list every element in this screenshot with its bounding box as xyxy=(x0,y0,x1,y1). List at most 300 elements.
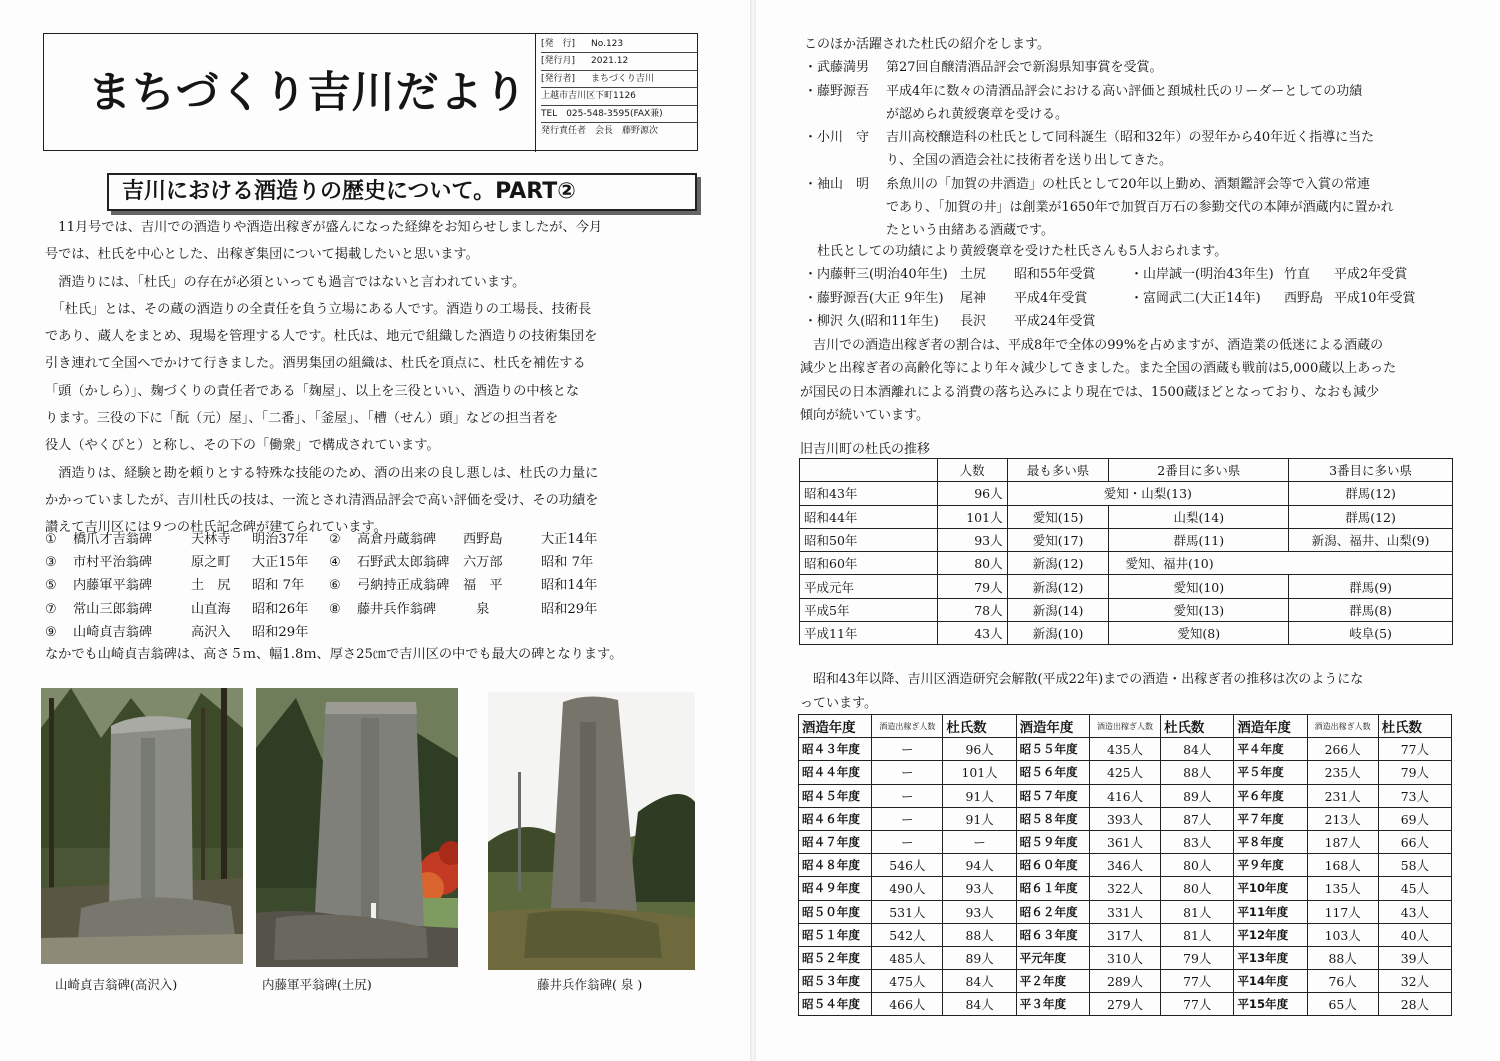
body-line: 酒造りは、経験と勘を頼りとする特殊な技能のため、酒の出来の良し悪しは、杜氏の力量に xyxy=(45,465,599,481)
count-cell: 78人 xyxy=(937,598,1007,621)
stele-place: 高沢入 xyxy=(191,624,231,640)
body-line: であり、蔵人をまとめ、現場を管理する人です。杜氏は、地元で組織した酒造りの技術集団を xyxy=(45,329,598,345)
article-title: 吉川における酒造りの歴史について。PART② xyxy=(107,173,697,211)
worker-count-cell: 310人 xyxy=(1089,946,1160,969)
table-row xyxy=(800,575,1453,598)
column-header: 酒造年度 xyxy=(799,715,872,738)
award-place: 長沢 xyxy=(960,313,987,329)
award-intro: 杜氏としての功績により黄綬褒章を受けた杜氏さんも5人おられます。 xyxy=(804,244,1228,259)
stele-place: 福 平 xyxy=(463,578,503,594)
award-year: 昭和55年受賞 xyxy=(1014,267,1096,283)
body-line: かかっていましたが、吉川杜氏の技は、一流とされ清酒品評会で高い評価を受け、その功績を xyxy=(45,492,599,508)
stele-name: 弓納持正成翁碑 xyxy=(357,578,450,594)
column-header: 3番目に多い県 xyxy=(1289,459,1453,482)
stele-name: 橋爪才吉翁碑 xyxy=(73,532,153,547)
stele-name: 市村平治翁碑 xyxy=(73,555,153,571)
award-list xyxy=(804,240,1464,333)
fiscal-year-cell: 昭５４年度 xyxy=(799,993,872,1016)
pref-cell: 新潟(12) xyxy=(1007,575,1109,598)
pref-cell: 群馬(8) xyxy=(1289,598,1453,621)
worker-count-cell: 88人 xyxy=(1307,946,1378,969)
worker-count-cell: 231人 xyxy=(1307,784,1378,807)
info-value: 発行責任者 会長 藤野源次 xyxy=(541,126,659,137)
stele-number: ② xyxy=(329,532,341,547)
body-last-line: なかでも山崎貞吉翁碑は、高さ５ｍ、幅1.8ｍ、厚さ25㎝で吉川区の中でも最大の碑となります。 xyxy=(45,647,623,662)
year-cell: 昭和50年 xyxy=(800,528,938,551)
award-year: 平成4年受賞 xyxy=(1014,290,1088,306)
pref-cell: 新潟(14) xyxy=(1007,598,1109,621)
body-line: 号では、杜氏を中心とした、出稼ぎ集団について掲載したいと思います。 xyxy=(45,247,479,263)
toji-trend-table xyxy=(799,458,1453,645)
worker-count-cell: 361人 xyxy=(1089,830,1160,853)
person-desc: が認められ黄綬褒章を受ける。 xyxy=(886,106,1069,122)
stele-year: 昭和29年 xyxy=(252,624,309,640)
table-header-row xyxy=(799,715,1452,738)
fiscal-year-cell: 昭６３年度 xyxy=(1016,923,1089,946)
fiscal-year-cell: 昭６２年度 xyxy=(1016,900,1089,923)
toji-count-cell: 91人 xyxy=(943,807,1016,830)
stele-year: 昭和29年 xyxy=(541,601,598,617)
stele-row xyxy=(45,574,695,597)
stele-place: 西野島 xyxy=(463,532,503,547)
toji-count-cell: 77人 xyxy=(1378,738,1451,761)
toji-count-cell: 84人 xyxy=(1161,738,1234,761)
pref-cell: 群馬(12) xyxy=(1289,482,1453,505)
worker-count-cell: 331人 xyxy=(1089,900,1160,923)
stele-name: 山崎貞吉翁碑 xyxy=(73,624,153,640)
stele-number: ④ xyxy=(329,555,341,571)
fiscal-year-cell: 平７年度 xyxy=(1234,807,1307,830)
toji-count-cell: 101人 xyxy=(943,761,1016,784)
person-line xyxy=(804,149,1464,172)
pref-cell: 群馬(11) xyxy=(1109,528,1289,551)
stele-number: ⑨ xyxy=(45,624,57,640)
body-line: 引き連れて全国へでかけて行きました。酒男集団の組織は、杜氏を頂点に、杜氏を補佐する xyxy=(45,356,586,372)
fiscal-year-cell: 平５年度 xyxy=(1234,761,1307,784)
worker-count-cell: 546人 xyxy=(872,854,943,877)
stele-year: 昭和 7年 xyxy=(541,555,594,571)
toji-count-cell: 93人 xyxy=(943,900,1016,923)
fiscal-year-cell: 昭５６年度 xyxy=(1016,761,1089,784)
year-cell: 平成11年 xyxy=(800,622,938,645)
worker-count-cell: 135人 xyxy=(1307,877,1378,900)
worker-count-cell: ー xyxy=(872,784,943,807)
stele-year: 明治37年 xyxy=(252,532,309,547)
person-line xyxy=(804,80,1464,103)
table-row xyxy=(799,946,1452,969)
award-place: 尾神 xyxy=(960,290,987,306)
merged-cell: 愛知、福井(10) xyxy=(1109,552,1453,575)
stele-name: 内藤軍平翁碑 xyxy=(73,578,153,594)
brewer-intro-section xyxy=(804,33,1464,243)
stele-number: ① xyxy=(45,532,57,547)
publication-info xyxy=(538,36,698,139)
award-row xyxy=(804,263,1464,286)
column-header: 杜氏数 xyxy=(1378,715,1451,738)
table-row xyxy=(799,993,1452,1016)
worker-count-cell: 485人 xyxy=(872,946,943,969)
worker-count-cell: 416人 xyxy=(1089,784,1160,807)
worker-count-cell: 65人 xyxy=(1307,993,1378,1016)
year-cell: 昭和44年 xyxy=(800,505,938,528)
column-header: 杜氏数 xyxy=(943,715,1016,738)
table-row xyxy=(799,738,1452,761)
worker-count-cell: 466人 xyxy=(872,993,943,1016)
fiscal-year-cell: 昭５０年度 xyxy=(799,900,872,923)
worker-count-cell: 490人 xyxy=(872,877,943,900)
pref-cell: 群馬(12) xyxy=(1289,505,1453,528)
column-header: 酒造出稼ぎ人数 xyxy=(1089,715,1160,738)
worker-trend-table xyxy=(798,714,1452,1016)
intro-line: っています。 xyxy=(800,696,877,711)
toji-count-cell: 43人 xyxy=(1378,900,1451,923)
table-row xyxy=(800,528,1453,551)
worker-count-cell: 187人 xyxy=(1307,830,1378,853)
table-row xyxy=(800,622,1453,645)
pref-cell: 愛知(10) xyxy=(1109,575,1289,598)
worker-count-cell: 346人 xyxy=(1089,854,1160,877)
body-line: 讃えて吉川区には９つの杜氏記念碑が建てられています。 xyxy=(45,520,387,536)
newsletter-title: まちづくり吉川だより xyxy=(44,34,536,152)
fiscal-year-cell: 平２年度 xyxy=(1016,970,1089,993)
pref-cell: 愛知(8) xyxy=(1109,622,1289,645)
count-cell: 79人 xyxy=(937,575,1007,598)
stele-number: ⑦ xyxy=(45,601,57,617)
person-name: ・武藤満男 xyxy=(804,60,870,76)
table-row xyxy=(799,970,1452,993)
award-place: 竹直 xyxy=(1284,267,1311,283)
worker-count-cell: 103人 xyxy=(1307,923,1378,946)
worker-count-cell: ー xyxy=(872,830,943,853)
info-value: TEL 025-548-3595(FAX兼) xyxy=(541,108,663,119)
body-line: 「杜氏」とは、その蔵の酒造りの全責任を負う立場にある人です。酒造りの工場長、技術長 xyxy=(45,301,592,317)
count-cell: 43人 xyxy=(937,622,1007,645)
stele-photo-yamazaki xyxy=(41,688,243,964)
toji-count-cell: 80人 xyxy=(1161,854,1234,877)
intro-line: 昭和43年以降、吉川区酒造研究会解散(平成22年)までの酒造・出稼ぎ者の推移は次のようにな xyxy=(800,672,1364,687)
stele-name: 藤井兵作翁碑 xyxy=(357,601,437,617)
fiscal-year-cell: 昭５１年度 xyxy=(799,923,872,946)
toji-count-cell: 73人 xyxy=(1378,784,1451,807)
worker-count-cell: 168人 xyxy=(1307,854,1378,877)
worker-count-cell: 266人 xyxy=(1307,738,1378,761)
worker-count-cell: 213人 xyxy=(1307,807,1378,830)
merged-cell: 愛知・山梨(13) xyxy=(1007,482,1289,505)
body-line: 役人（やくびと）と称し、その下の「働衆」で構成されています。 xyxy=(45,438,440,454)
fiscal-year-cell: 昭５８年度 xyxy=(1016,807,1089,830)
count-cell: 80人 xyxy=(937,552,1007,575)
stele-year: 大正15年 xyxy=(252,555,309,571)
pref-cell: 山梨(14) xyxy=(1109,505,1289,528)
info-value: No.123 xyxy=(591,39,624,49)
stele-place: 天林寺 xyxy=(191,532,231,547)
person-desc: 第27回自醸清酒品評会で新潟県知事賞を受賞。 xyxy=(886,60,1163,76)
worker-count-cell: 425人 xyxy=(1089,761,1160,784)
info-key: [発 行] xyxy=(541,39,576,49)
toji-count-cell: 84人 xyxy=(943,993,1016,1016)
toji-count-cell: 81人 xyxy=(1161,900,1234,923)
stele-list xyxy=(45,528,695,644)
column-header: 酒造年度 xyxy=(1016,715,1089,738)
table-row xyxy=(799,784,1452,807)
pref-cell: 愛知(15) xyxy=(1007,505,1109,528)
worker-count-cell: ー xyxy=(872,761,943,784)
toji-count-cell: 88人 xyxy=(1161,761,1234,784)
info-value: 2021.12 xyxy=(591,56,629,67)
pref-cell: 新潟、福井、山梨(9) xyxy=(1289,528,1453,551)
worker-count-cell: 76人 xyxy=(1307,970,1378,993)
worker-count-cell: ー xyxy=(872,738,943,761)
fiscal-year-cell: 平４年度 xyxy=(1234,738,1307,761)
para-line: 減少と出稼ぎ者の高齢化等により年々減少してきました。また全国の酒蔵も戦前は5,000蔵以上あった xyxy=(800,361,1397,377)
award-person: ・藤野源吾(大正 9年生) xyxy=(804,290,944,306)
column-header: 杜氏数 xyxy=(1161,715,1234,738)
person-name: ・小川 守 xyxy=(804,130,870,146)
worker-count-cell: ー xyxy=(872,807,943,830)
stele-year: 昭和14年 xyxy=(541,578,598,594)
fiscal-year-cell: 平８年度 xyxy=(1234,830,1307,853)
fiscal-year-cell: 昭５２年度 xyxy=(799,946,872,969)
para-line: 傾向が続いています。 xyxy=(800,407,929,423)
person-line xyxy=(804,196,1464,219)
stele-row xyxy=(45,598,695,621)
stele-place: 六万部 xyxy=(463,555,503,571)
pref-cell: 群馬(9) xyxy=(1289,575,1453,598)
toji-count-cell: 83人 xyxy=(1161,830,1234,853)
table-row xyxy=(799,923,1452,946)
worker-count-cell: 279人 xyxy=(1089,993,1160,1016)
stele-place: 土 尻 xyxy=(191,578,231,594)
column-header: 酒造出稼ぎ人数 xyxy=(872,715,943,738)
table2-intro xyxy=(800,668,1363,716)
worker-count-cell: 322人 xyxy=(1089,877,1160,900)
award-year: 平成2年受賞 xyxy=(1334,267,1408,283)
stele-photo-fujii xyxy=(488,692,695,970)
toji-count-cell: 84人 xyxy=(943,970,1016,993)
table-row xyxy=(799,761,1452,784)
year-cell: 平成元年 xyxy=(800,575,938,598)
table-row xyxy=(799,830,1452,853)
photo-caption: 藤井兵作翁碑( 泉 ) xyxy=(537,977,643,992)
fiscal-year-cell: 平12年度 xyxy=(1234,923,1307,946)
fiscal-year-cell: 昭４７年度 xyxy=(799,830,872,853)
column-header xyxy=(800,459,938,482)
worker-count-cell: 289人 xyxy=(1089,970,1160,993)
body-line: 「頭（かしら）」、麹づくりの責任者である「麹屋」、以上を三役といい、酒造りの中核とな xyxy=(45,383,580,399)
worker-count-cell: 542人 xyxy=(872,923,943,946)
stele-row xyxy=(45,551,695,574)
award-person: ・内藤軒三(明治40年生) xyxy=(804,267,948,283)
toji-count-cell: 28人 xyxy=(1378,993,1451,1016)
table-row xyxy=(800,505,1453,528)
toji-count-cell: 89人 xyxy=(943,946,1016,969)
person-desc: 平成4年に数々の清酒品評会における高い評価と頚城杜氏のリーダーとしての功績 xyxy=(886,83,1363,99)
fiscal-year-cell: 昭４３年度 xyxy=(799,738,872,761)
person-name: ・藤野源吾 xyxy=(804,83,870,99)
stele-photo-naito xyxy=(256,688,458,967)
photo-caption: 内藤軍平翁碑(土尻) xyxy=(262,977,372,992)
body-line: 酒造りには、「杜氏」の存在が必須といっても過言ではないと言われています。 xyxy=(45,274,526,290)
toji-count-cell: ー xyxy=(943,830,1016,853)
fiscal-year-cell: 平10年度 xyxy=(1234,877,1307,900)
toji-count-cell: 80人 xyxy=(1161,877,1234,900)
toji-count-cell: 87人 xyxy=(1161,807,1234,830)
table1-caption: 旧吉川町の杜氏の推移 xyxy=(800,442,931,457)
person-desc: 糸魚川の「加賀の井酒造」の杜氏として20年以上勤め、酒類鑑評会等で入賞の常連 xyxy=(886,176,1371,192)
intro-line: このほか活躍された杜氏の紹介をします。 xyxy=(804,37,1050,52)
person-line xyxy=(804,56,1464,79)
award-place: 西野島 xyxy=(1284,290,1324,306)
stele-name: 常山三郎翁碑 xyxy=(73,601,153,617)
stele-place: 泉 xyxy=(463,601,490,617)
column-header: 人数 xyxy=(937,459,1007,482)
toji-count-cell: 93人 xyxy=(943,877,1016,900)
person-name: ・袖山 明 xyxy=(804,176,870,192)
stele-year: 大正14年 xyxy=(541,532,598,547)
para-line: が国民の日本酒離れによる消費の落ち込みにより現在では、1500蔵ほどとなっており、なおも減少 xyxy=(800,384,1380,400)
toji-count-cell: 45人 xyxy=(1378,877,1451,900)
toji-count-cell: 96人 xyxy=(943,738,1016,761)
count-cell: 93人 xyxy=(937,528,1007,551)
toji-count-cell: 77人 xyxy=(1161,970,1234,993)
worker-count-cell: 435人 xyxy=(1089,738,1160,761)
table-row xyxy=(799,900,1452,923)
para-line: 吉川での酒造出稼ぎ者の割合は、平成8年で全体の99%を占めますが、酒造業の低迷による酒蔵の xyxy=(800,338,1384,353)
award-place: 土尻 xyxy=(960,267,987,283)
pref-cell: 新潟(12) xyxy=(1007,552,1109,575)
year-cell: 平成5年 xyxy=(800,598,938,621)
fiscal-year-cell: 平９年度 xyxy=(1234,854,1307,877)
toji-count-cell: 94人 xyxy=(943,854,1016,877)
stele-place: 山直海 xyxy=(191,601,231,617)
table-header-row xyxy=(800,459,1453,482)
toji-count-cell: 88人 xyxy=(943,923,1016,946)
table-row xyxy=(799,854,1452,877)
pref-cell: 新潟(10) xyxy=(1007,622,1109,645)
column-header: 2番目に多い県 xyxy=(1109,459,1289,482)
pref-cell: 愛知(13) xyxy=(1109,598,1289,621)
toji-count-cell: 79人 xyxy=(1161,946,1234,969)
body-line: 11月号では、吉川での酒造りや酒造出稼ぎが盛んになった経緯をお知らせしましたが、今月 xyxy=(45,220,603,235)
page-fold xyxy=(750,0,756,1061)
award-row xyxy=(804,287,1464,310)
person-line xyxy=(804,126,1464,149)
fiscal-year-cell: 平14年度 xyxy=(1234,970,1307,993)
table-row xyxy=(799,877,1452,900)
worker-count-cell: 235人 xyxy=(1307,761,1378,784)
column-header: 酒造出稼ぎ人数 xyxy=(1307,715,1378,738)
stele-year: 昭和26年 xyxy=(252,601,309,617)
table-row xyxy=(800,552,1453,575)
count-cell: 101人 xyxy=(937,505,1007,528)
person-line xyxy=(804,173,1464,196)
toji-count-cell: 69人 xyxy=(1378,807,1451,830)
worker-count-cell: 317人 xyxy=(1089,923,1160,946)
table-row xyxy=(799,807,1452,830)
toji-count-cell: 66人 xyxy=(1378,830,1451,853)
stele-number: ③ xyxy=(45,555,57,571)
info-value: 上越市吉川区下町1126 xyxy=(541,91,636,102)
pref-cell: 岐阜(5) xyxy=(1289,622,1453,645)
info-key: [発行者] xyxy=(541,73,576,84)
info-key: [発行月] xyxy=(541,56,576,67)
fiscal-year-cell: 昭５７年度 xyxy=(1016,784,1089,807)
award-person: ・富岡武二(大正14年) xyxy=(1130,290,1261,306)
stele-year: 昭和 7年 xyxy=(252,578,305,594)
fiscal-year-cell: 昭６１年度 xyxy=(1016,877,1089,900)
fiscal-year-cell: 昭５５年度 xyxy=(1016,738,1089,761)
fiscal-year-cell: 昭４６年度 xyxy=(799,807,872,830)
stele-place: 原之町 xyxy=(191,555,231,571)
fiscal-year-cell: 平元年度 xyxy=(1016,946,1089,969)
stele-number: ⑧ xyxy=(329,601,341,617)
toji-count-cell: 89人 xyxy=(1161,784,1234,807)
fiscal-year-cell: 昭５９年度 xyxy=(1016,830,1089,853)
person-desc: たという由緒ある酒蔵です。 xyxy=(886,223,1054,239)
award-person: ・山岸誠一(明治43年生) xyxy=(1130,267,1274,283)
worker-count-cell: 531人 xyxy=(872,900,943,923)
stele-number: ⑤ xyxy=(45,578,57,594)
fiscal-year-cell: 昭４５年度 xyxy=(799,784,872,807)
toji-count-cell: 91人 xyxy=(943,784,1016,807)
person-desc: 吉川高校醸造科の杜氏として同科誕生（昭和32年）の翌年から40年近く指導に当た xyxy=(886,130,1375,146)
toji-count-cell: 32人 xyxy=(1378,970,1451,993)
stele-name: 高倉丹蔵翁碑 xyxy=(357,532,437,547)
fiscal-year-cell: 平６年度 xyxy=(1234,784,1307,807)
fiscal-year-cell: 昭６０年度 xyxy=(1016,854,1089,877)
info-value: まちづくり吉川 xyxy=(591,73,654,84)
fiscal-year-cell: 平３年度 xyxy=(1016,993,1089,1016)
stele-number: ⑥ xyxy=(329,578,341,594)
photo-caption: 山崎貞吉翁碑(高沢入) xyxy=(55,977,178,992)
stele-name: 石野武太郎翁碑 xyxy=(357,555,450,571)
worker-count-cell: 117人 xyxy=(1307,900,1378,923)
column-header: 酒造年度 xyxy=(1234,715,1307,738)
pref-cell: 愛知(17) xyxy=(1007,528,1109,551)
table-row xyxy=(800,482,1453,505)
worker-count-cell: 475人 xyxy=(872,970,943,993)
fiscal-year-cell: 昭５３年度 xyxy=(799,970,872,993)
stele-row xyxy=(45,621,695,644)
fiscal-year-cell: 平15年度 xyxy=(1234,993,1307,1016)
fiscal-year-cell: 平13年度 xyxy=(1234,946,1307,969)
fiscal-year-cell: 平11年度 xyxy=(1234,900,1307,923)
body-line: ります。三役の下に「酛（元）屋」、「二番」、「釜屋」、「槽（せん）頭」などの担当者を xyxy=(45,411,559,427)
award-person: ・柳沢 久(昭和11年生) xyxy=(804,313,939,329)
toji-count-cell: 77人 xyxy=(1161,993,1234,1016)
stele-row xyxy=(45,528,695,551)
toji-count-cell: 58人 xyxy=(1378,854,1451,877)
fiscal-year-cell: 昭４９年度 xyxy=(799,877,872,900)
toji-count-cell: 40人 xyxy=(1378,923,1451,946)
toji-count-cell: 81人 xyxy=(1161,923,1234,946)
count-cell: 96人 xyxy=(937,482,1007,505)
person-desc: り、全国の酒造会社に技術者を送り出してきた。 xyxy=(886,153,1173,169)
award-year: 平成10年受賞 xyxy=(1334,290,1416,306)
toji-count-cell: 79人 xyxy=(1378,761,1451,784)
article-body xyxy=(45,214,705,542)
year-cell: 昭和43年 xyxy=(800,482,938,505)
fiscal-year-cell: 昭４８年度 xyxy=(799,854,872,877)
toji-count-cell: 39人 xyxy=(1378,946,1451,969)
person-line xyxy=(804,103,1464,126)
person-desc: であり、「加賀の井」は創業が1650年で加賀百万石の参勤交代の本陣が酒蔵内に置かれ xyxy=(886,200,1394,216)
award-row xyxy=(804,310,1464,333)
column-header: 最も多い県 xyxy=(1007,459,1109,482)
worker-count-cell: 393人 xyxy=(1089,807,1160,830)
fiscal-year-cell: 昭４４年度 xyxy=(799,761,872,784)
year-cell: 昭和60年 xyxy=(800,552,938,575)
